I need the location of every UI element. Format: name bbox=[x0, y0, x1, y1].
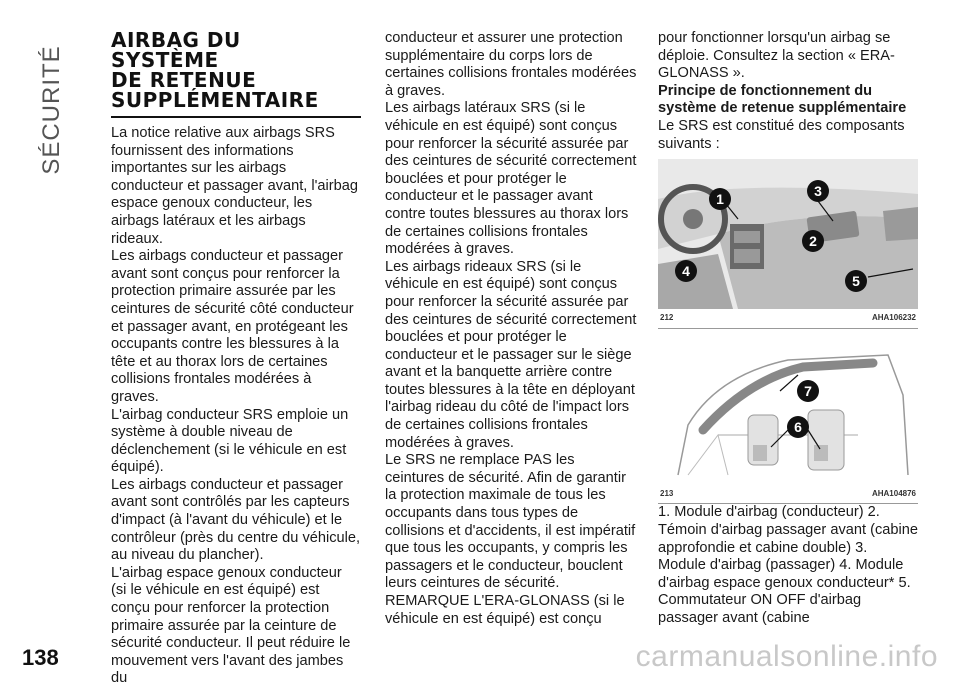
figure-code: AHA106232 bbox=[871, 313, 916, 323]
paragraph: L'airbag conducteur SRS emploie un système à double niveau de déclenchement (si le véhicule en est équipé). bbox=[111, 406, 349, 476]
svg-text:5: 5 bbox=[852, 273, 860, 290]
paragraph: L'airbag espace genoux conducteur (si le véhicule en est équipé) est conçu pour renforcer la protection primaire assurée par la ceinture de sécurité conducteur. Il peut réduire le mouvement vers l'avant des jambes du bbox=[111, 564, 351, 687]
section-title-line: DE RETENUE bbox=[111, 68, 257, 92]
column-1 bbox=[111, 30, 361, 688]
callout-2 bbox=[802, 230, 824, 252]
paragraph: REMARQUE L'ERA-GLONASS (si le véhicule en est équipé) est conçu bbox=[385, 593, 625, 627]
column-3 bbox=[658, 30, 918, 628]
figure-number: 212 bbox=[660, 313, 674, 323]
paragraph: Le SRS ne remplace PAS les ceintures de sécurité. Afin de garantir la protection maximale de tous les occupants dans tous types de collisions et d'accidents, il est impératif que tous les occupants, y compris les passagers et le conducteur, bouclent leurs ceintures de sécurité. bbox=[385, 452, 636, 592]
section-side-tab: SÉCURITÉ bbox=[38, 45, 65, 175]
figure-code: AHA104876 bbox=[871, 488, 916, 498]
curtain-airbag-illustration bbox=[658, 335, 918, 485]
paragraph: La notice relative aux airbags SRS fournissent des informations importantes sur les airbags conducteur et passager avant, l'airbag espace genoux conducteur, les airbags latéraux et les airbags rideaux. bbox=[111, 125, 358, 247]
paragraph: Le SRS est constitué des composants suivants : bbox=[658, 117, 905, 152]
figure-dashboard bbox=[658, 159, 918, 329]
figure-caption-bar bbox=[658, 485, 918, 504]
dashboard-drawing bbox=[658, 159, 918, 309]
section-title-line: AIRBAG DU bbox=[111, 28, 241, 52]
section-title-line: SUPPLÉMENTAIRE bbox=[111, 88, 319, 112]
section-title-line: SYSTÈME bbox=[111, 48, 219, 72]
watermark: carmanualsonline.info bbox=[635, 640, 938, 673]
paragraph: Les airbags rideaux SRS (si le véhicule en est équipé) sont conçus pour renforcer la sécurité assurée par des ceintures de sécurité correctement bouclées et pour protéger le conducteur et le passager sur le siège avant et la banquette arrière contre toutes blessures à la tête en déployant l'airbag rideau du côté de l'impact lors de certaines collisions frontales modérées à graves. bbox=[385, 258, 637, 451]
callout-1 bbox=[709, 188, 731, 210]
figure-curtain-airbags bbox=[658, 335, 918, 505]
legend-text: 1. Module d'airbag (conducteur) 2. Témoin d'airbag passager avant (cabine approfondie et cabine double) 3. Module d'airbag (passager) 4. Module d'airbag espace genoux conducteur* 5. Commutateur ON OFF d'airbag passager avant (cabine bbox=[658, 504, 918, 626]
svg-text:2: 2 bbox=[809, 233, 817, 250]
column-2 bbox=[385, 30, 637, 628]
svg-text:4: 4 bbox=[682, 263, 690, 280]
paragraph: pour fonctionner lorsqu'un airbag se déploie. Consultez la section « ERA-GLONASS ». bbox=[658, 30, 895, 82]
curtain-airbag-drawing bbox=[658, 335, 918, 485]
subheading: Principe de fonctionnement du système de retenue supplémentaire bbox=[658, 82, 907, 117]
callout-6 bbox=[787, 416, 809, 438]
dashboard-illustration bbox=[658, 159, 918, 309]
figure-number: 213 bbox=[660, 488, 674, 498]
svg-text:7: 7 bbox=[804, 382, 812, 399]
callout-3 bbox=[807, 180, 829, 202]
figure-caption-bar bbox=[658, 309, 918, 328]
svg-text:3: 3 bbox=[814, 183, 822, 200]
paragraph: conducteur et assurer une protection supplémentaire du corps lors de certaines collisions frontales modérées à graves. bbox=[385, 30, 637, 99]
paragraph: Les airbags latéraux SRS (si le véhicule en est équipé) sont conçus pour renforcer la sécurité assurée par des ceintures de sécurité correctement bouclées et pour protéger le conducteur et le passager avant contre toutes blessures au thorax lors de certaines collisions frontales modérées à graves. bbox=[385, 100, 637, 258]
section-title bbox=[111, 30, 361, 118]
callout-4 bbox=[675, 260, 697, 282]
paragraph: Les airbags conducteur et passager avant sont conçus pour renforcer la protection primaire assurée par les ceintures de sécurité côté conducteur et passager avant, en protégeant les occupants contre les blessures à la tête et au thorax lors de certaines collisions frontales modérées à graves. bbox=[111, 248, 354, 405]
callout-5 bbox=[845, 270, 867, 292]
callout-7 bbox=[797, 380, 819, 402]
paragraph: Les airbags conducteur et passager avant sont contrôlés par les capteurs d'impact (à l'avant du véhicule) et le contrôleur (près du centre du véhicule, au niveau du plancher). bbox=[111, 476, 361, 564]
svg-text:6: 6 bbox=[794, 418, 802, 435]
svg-text:1: 1 bbox=[716, 191, 724, 208]
page-number: 138 bbox=[22, 645, 59, 670]
